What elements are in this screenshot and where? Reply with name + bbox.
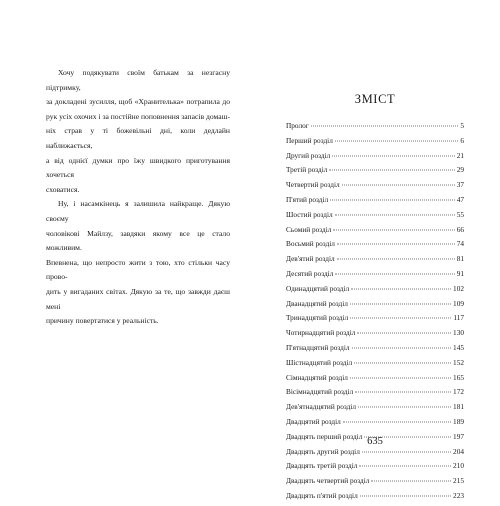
toc-entry-title: Чотирнадцятий розділ <box>286 328 356 338</box>
toc-entry-page: 29 <box>456 165 464 175</box>
toc-entry <box>286 447 464 462</box>
toc-entry-page: 117 <box>453 313 464 323</box>
toc-entry-page: 47 <box>456 194 464 204</box>
toc-entry <box>286 476 464 491</box>
toc-entry-page: 91 <box>456 268 464 278</box>
toc-entry-page: 6 <box>460 135 464 145</box>
toc-leader-dots <box>351 288 451 289</box>
toc-entry-page: 210 <box>453 461 464 471</box>
toc-entry <box>286 165 464 180</box>
toc-entry-title: Сімнадцятий розділ <box>286 372 348 382</box>
toc-entry-title: Двадцять перший розділ <box>286 431 363 441</box>
toc-leader-dots <box>335 214 455 215</box>
toc-entry <box>286 387 464 402</box>
toc-entry-title: Восьмий розділ <box>286 239 335 249</box>
text-line: сховатися. <box>46 184 80 194</box>
toc-entry <box>286 299 464 314</box>
toc-entry-title: Десятий розділ <box>286 268 334 278</box>
toc-entry-title: Дванадцятий розділ <box>286 298 348 308</box>
toc-entry-title: Шостий розділ <box>286 209 333 219</box>
toc-entry-title: Дев'ятнадцятий розділ <box>286 402 356 412</box>
toc-entry <box>286 284 464 299</box>
toc-entry-title: Пролог <box>286 121 309 130</box>
toc-entry-page: 37 <box>456 180 464 190</box>
toc-leader-dots <box>330 199 455 200</box>
toc-leader-dots <box>337 259 455 260</box>
toc-leader-dots <box>352 347 452 348</box>
toc-entry-title: Двадцять четвертий розділ <box>286 476 370 486</box>
toc-entry-page: 145 <box>453 342 464 352</box>
toc-entry-page: 74 <box>456 239 464 249</box>
text-line: рук усіх охочих і за постійне поповнення запасів домаш- <box>46 111 230 121</box>
toc-entry <box>286 313 464 328</box>
toc-entry-page: 165 <box>453 372 464 382</box>
toc-leader-dots <box>332 155 454 156</box>
toc-entry-title: Двадцятий розділ <box>286 416 341 426</box>
toc-entry-page: 21 <box>456 150 464 160</box>
toc-entry-page: 204 <box>453 446 464 456</box>
toc-entry-title: Двадцять третій розділ <box>286 461 358 471</box>
toc-entry-title: Вісімнадцятий розділ <box>286 387 354 397</box>
toc-entry-page: 5 <box>460 121 464 130</box>
text-line: а від однієї думки про їжу швидкого приготування хочеться <box>46 155 230 180</box>
text-line: за докладені зусилля, щоб «Хранителька» потрапила до <box>46 97 230 107</box>
toc-entry-title: Тринадцятий розділ <box>286 313 349 323</box>
left-page <box>0 0 250 500</box>
toc-entry-title: Третій розділ <box>286 165 328 175</box>
text-line: дить у вигаданих світах. Дякую за те, що завжди даєш мені <box>46 286 230 311</box>
toc-entry <box>286 358 464 373</box>
toc-leader-dots <box>354 362 451 363</box>
page-number: 635 <box>367 436 383 447</box>
toc-entry-title: П'ятнадцятий розділ <box>286 342 350 352</box>
toc-entry-page: 109 <box>453 298 464 308</box>
toc-leader-dots <box>362 451 451 452</box>
toc-entry <box>286 373 464 388</box>
toc-entry <box>286 269 464 284</box>
toc-entry <box>286 239 464 254</box>
right-page <box>250 0 500 500</box>
table-of-contents <box>286 121 464 506</box>
toc-entry-title: Четвертий розділ <box>286 180 340 190</box>
toc-leader-dots <box>343 421 451 422</box>
toc-entry <box>286 491 464 506</box>
toc-entry-page: 223 <box>453 490 464 500</box>
toc-leader-dots <box>342 185 455 186</box>
toc-entry-title: Сьомий розділ <box>286 224 332 234</box>
toc-entry-title: Дев'ятий розділ <box>286 254 335 264</box>
toc-entry-title: Двадцять п'ятий розділ <box>286 490 358 500</box>
toc-entry-title: Одинадцятий розділ <box>286 283 350 293</box>
toc-entry-page: 152 <box>453 357 464 367</box>
text-line: Ну, і насамкінець я залишила найкраще. Дякую своєму <box>46 199 230 223</box>
toc-entry-page: 130 <box>453 328 464 338</box>
toc-entry-page: 181 <box>453 402 464 412</box>
toc-entry <box>286 343 464 358</box>
toc-entry-title: Двадцять другий розділ <box>286 446 360 456</box>
toc-entry <box>286 254 464 269</box>
toc-leader-dots <box>311 126 459 127</box>
toc-entry-page: 102 <box>453 283 464 293</box>
toc-entry <box>286 328 464 343</box>
toc-entry <box>286 195 464 210</box>
toc-entry <box>286 402 464 417</box>
toc-entry <box>286 180 464 195</box>
toc-entry-title: П'ятий розділ <box>286 194 329 204</box>
toc-entry <box>286 461 464 476</box>
toc-entry-title: Перший розділ <box>286 135 333 145</box>
text-line: ніх страв у ті божевільні дні, коли дедлайн наближається, <box>46 126 230 150</box>
toc-entry <box>286 417 464 432</box>
toc-leader-dots <box>350 303 451 304</box>
toc-leader-dots <box>337 244 455 245</box>
toc-entry <box>286 225 464 240</box>
toc-leader-dots <box>333 229 454 230</box>
toc-entry-title: Шістнадцятий розділ <box>286 357 353 367</box>
toc-leader-dots <box>358 407 451 408</box>
toc-entry-page: 215 <box>453 476 464 486</box>
toc-entry <box>286 151 464 166</box>
toc-entry-page: 197 <box>453 431 464 441</box>
toc-entry-page: 189 <box>453 416 464 426</box>
toc-entry-page: 172 <box>453 387 464 397</box>
acknowledgements-text <box>46 66 230 329</box>
text-line: причину повертатися у реальність. <box>46 316 159 326</box>
text-line: чоловікові Майлзу, завдяки якому все це стало можливим. <box>46 228 230 253</box>
text-line: Хочу подякувати своїм батькам за незгасну підтримку, <box>46 68 230 92</box>
text-line: Впевнена, що непросто жити з тою, хто стільки часу прово- <box>46 257 230 282</box>
toc-entry-title: Другий розділ <box>286 150 331 160</box>
toc-leader-dots <box>335 273 454 274</box>
toc-leader-dots <box>371 481 451 482</box>
toc-leader-dots <box>329 170 454 171</box>
toc-leader-dots <box>357 333 451 334</box>
toc-leader-dots <box>355 392 451 393</box>
toc-entry-page: 55 <box>456 209 464 219</box>
toc-entry <box>286 121 464 136</box>
toc-entry-page: 66 <box>456 224 464 234</box>
toc-leader-dots <box>350 318 451 319</box>
toc-leader-dots <box>359 466 451 467</box>
toc-entry <box>286 210 464 225</box>
toc-leader-dots <box>360 495 451 496</box>
toc-leader-dots <box>350 377 451 378</box>
toc-entry <box>286 136 464 151</box>
toc-leader-dots <box>335 140 459 141</box>
toc-heading: ЗМІСТ <box>354 92 396 106</box>
toc-entry-page: 81 <box>456 254 464 264</box>
